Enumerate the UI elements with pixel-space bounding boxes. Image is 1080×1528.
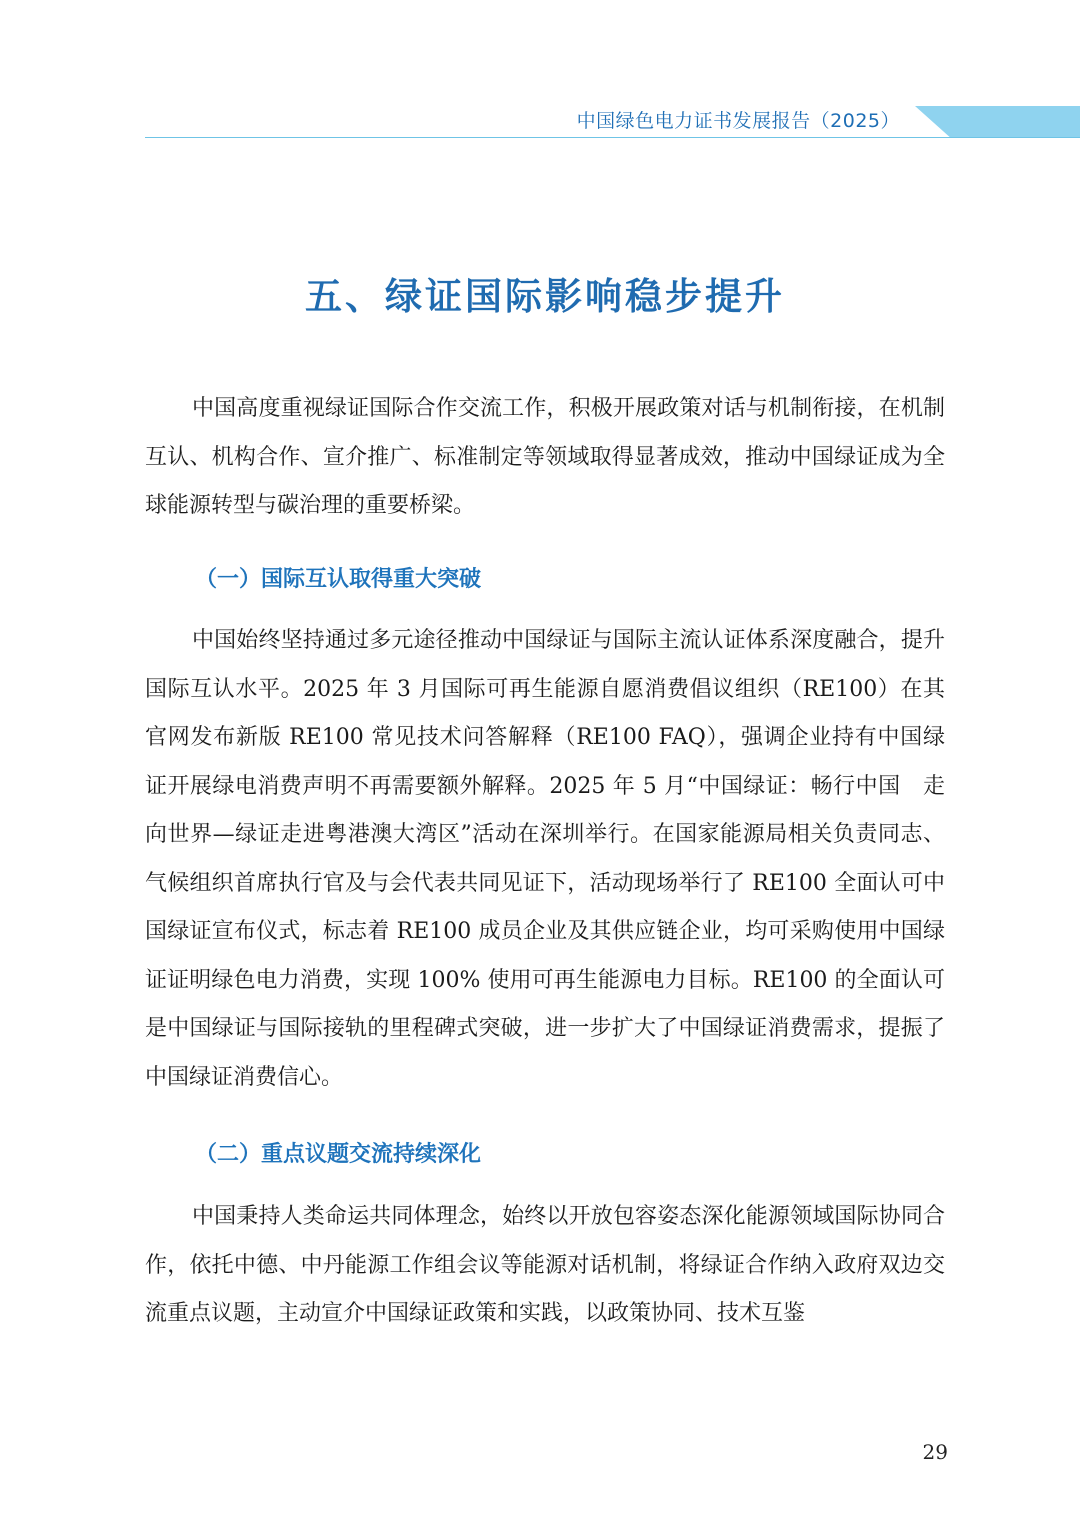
- chapter-title: 五、绿证国际影响稳步提升: [305, 275, 785, 318]
- section-heading-2: （二）重点议题交流持续深化: [195, 1142, 482, 1167]
- section-1-paragraph: 中国始终坚持通过多元途径推动中国绿证与国际主流认证体系深度融合，提升国际互认水平。2025 年 3 月国际可再生能源自愿消费倡议组织（RE100）在其官网发布新版 RE100 常见技术问答解释（RE100 FAQ），强调企业持有中国绿证开展绿电消费声明不再需要额外解释。2025 年 5 月“中国绿证：畅行中国 走向世界—绿证走进粤港澳大湾区”活动在深圳举行。在国家能源局相关负责同志、气候组织首席执行官及与会代表共同见证下，活动现场举行了 RE100 全面认可中国绿证宣布仪式，标志着 RE100 成员企业及其供应链企业，均可采购使用中国绿证证明绿色电力消费，实现 100% 使用可再生能源电力目标。RE100 的全面认可是中国绿证与国际接轨的里程碑式突破，进一步扩大了中国绿证消费需求，提振了中国绿证消费信心。: [145, 628, 945, 1090]
- page-header: [0, 0, 1080, 140]
- section-heading-1: （一）国际互认取得重大突破: [195, 567, 482, 592]
- page-number: 29: [922, 1440, 948, 1464]
- header-accent-tab: [915, 106, 1080, 137]
- section-2-paragraph: 中国秉持人类命运共同体理念，始终以开放包容姿态深化能源领域国际协同合作，依托中德、中丹能源工作组会议等能源对话机制，将绿证合作纳入政府双边交流重点议题，主动宣介中国绿证政策和实践，以政策协同、技术互鉴: [145, 1204, 945, 1326]
- header-rule: [145, 137, 1080, 138]
- report-title: 中国绿色电力证书发展报告（2025）: [576, 110, 900, 132]
- intro-paragraph: 中国高度重视绿证国际合作交流工作，积极开展政策对话与机制衔接，在机制互认、机构合作、宣介推广、标准制定等领域取得显著成效，推动中国绿证成为全球能源转型与碳治理的重要桥梁。: [145, 396, 945, 518]
